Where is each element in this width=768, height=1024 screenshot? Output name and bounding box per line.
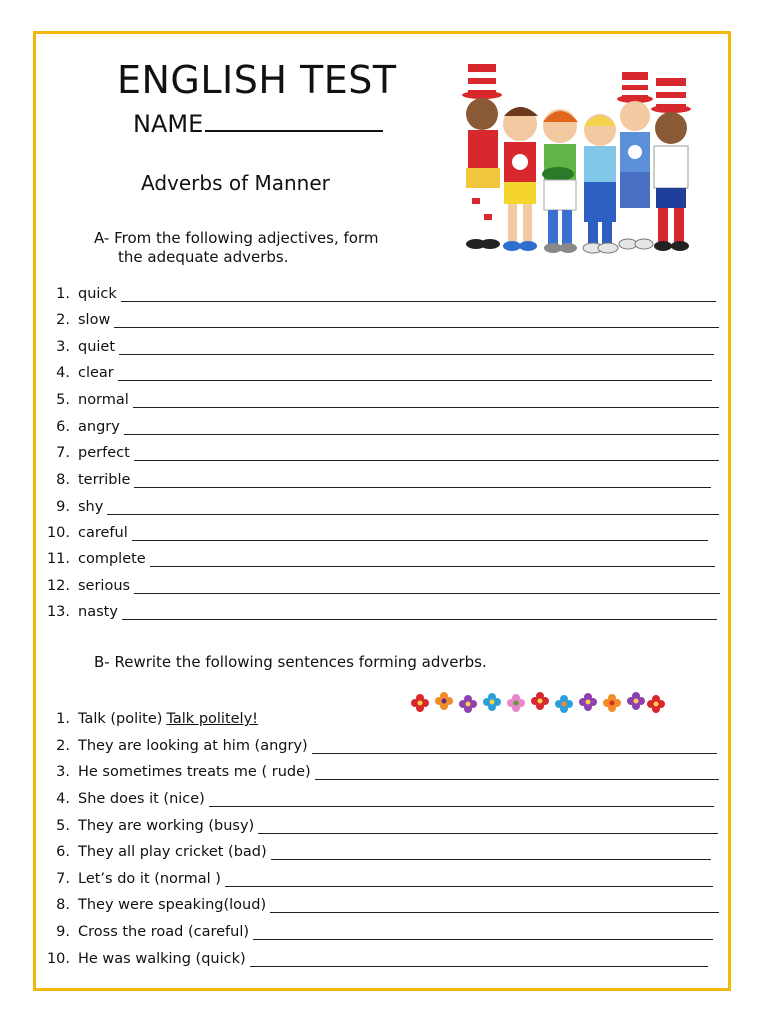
list-item: 7. perfect xyxy=(44,439,719,461)
children-clipart xyxy=(458,64,708,264)
flower-icon xyxy=(411,694,429,712)
list-item: 4. She does it (nice) xyxy=(44,785,714,807)
list-item: 6. They all play cricket (bad) xyxy=(44,838,711,860)
flower-icon xyxy=(483,693,501,711)
kid-figure xyxy=(617,72,653,249)
answer-line[interactable] xyxy=(114,311,719,328)
kid-figure xyxy=(503,107,538,251)
flower-icon xyxy=(459,695,477,713)
kid-figure xyxy=(542,109,578,253)
list-item: 9. shy xyxy=(44,493,719,515)
list-item: 7. Let’s do it (normal ) xyxy=(44,865,713,887)
flower-icon xyxy=(579,693,597,711)
list-item: 2. slow xyxy=(44,306,719,328)
answer-line[interactable] xyxy=(122,603,717,620)
list-item: 5. They are working (busy) xyxy=(44,812,718,834)
answer-line[interactable] xyxy=(134,471,711,488)
answer-line[interactable] xyxy=(124,418,719,435)
list-item: 4. clear xyxy=(44,359,712,381)
answer-line[interactable] xyxy=(258,817,718,834)
answer-line[interactable] xyxy=(250,950,708,967)
kid-figure xyxy=(583,114,618,253)
example-answer: Talk politely! xyxy=(166,711,258,727)
answer-line[interactable] xyxy=(134,444,719,461)
flower-icon xyxy=(647,695,665,713)
answer-line[interactable] xyxy=(107,498,719,515)
flower-icon xyxy=(603,694,621,712)
flower-icon xyxy=(627,692,645,710)
answer-line[interactable] xyxy=(150,550,715,567)
answer-line[interactable] xyxy=(119,338,714,355)
answer-line[interactable] xyxy=(118,364,712,381)
flower-icon xyxy=(555,695,573,713)
answer-line[interactable] xyxy=(209,790,714,807)
kid-figure xyxy=(462,64,502,249)
list-item: 6. angry xyxy=(44,413,719,435)
name-label: NAME xyxy=(133,110,204,138)
list-item: 9. Cross the road (careful) xyxy=(44,918,713,940)
answer-line[interactable] xyxy=(271,843,711,860)
list-item: 13. nasty xyxy=(44,598,717,620)
answer-line[interactable] xyxy=(132,524,708,541)
list-item: 10. He was walking (quick) xyxy=(44,945,708,967)
answer-line[interactable] xyxy=(133,391,719,408)
flowers-decoration xyxy=(408,690,668,716)
answer-line[interactable] xyxy=(121,285,716,302)
list-item: 2. They are looking at him (angry) xyxy=(44,732,717,754)
list-item: 5. normal xyxy=(44,386,719,408)
list-item: 11. complete xyxy=(44,545,715,567)
name-blank-line[interactable] xyxy=(205,112,383,132)
list-item: 10. careful xyxy=(44,519,708,541)
example-item: 1. Talk (polite) Talk politely! xyxy=(56,711,258,727)
flower-icon xyxy=(507,694,525,712)
list-item: 3. He sometimes treats me ( rude) xyxy=(44,758,719,780)
answer-line[interactable] xyxy=(312,737,717,754)
list-item: 1. quick xyxy=(44,280,716,302)
answer-line[interactable] xyxy=(134,577,720,594)
test-title: ENGLISH TEST xyxy=(117,58,397,102)
list-item: 8. They were speaking(loud) xyxy=(44,891,719,913)
name-field xyxy=(133,110,383,138)
list-item: 8. terrible xyxy=(44,466,711,488)
section-b-instruction: B- Rewrite the following sentences forming adverbs. xyxy=(94,653,487,671)
flower-icon xyxy=(531,692,549,710)
answer-line[interactable] xyxy=(270,896,719,913)
answer-line[interactable] xyxy=(315,763,719,780)
kid-figure xyxy=(651,78,691,251)
section-a-instruction: A- From the following adjectives, form the adequate adverbs. xyxy=(94,229,379,266)
answer-line[interactable] xyxy=(253,923,713,940)
answer-line[interactable] xyxy=(225,870,713,887)
list-item: 12. serious xyxy=(44,572,720,594)
flower-icon xyxy=(435,692,453,710)
worksheet-subtitle: Adverbs of Manner xyxy=(141,171,330,195)
list-item: 3. quiet xyxy=(44,333,714,355)
